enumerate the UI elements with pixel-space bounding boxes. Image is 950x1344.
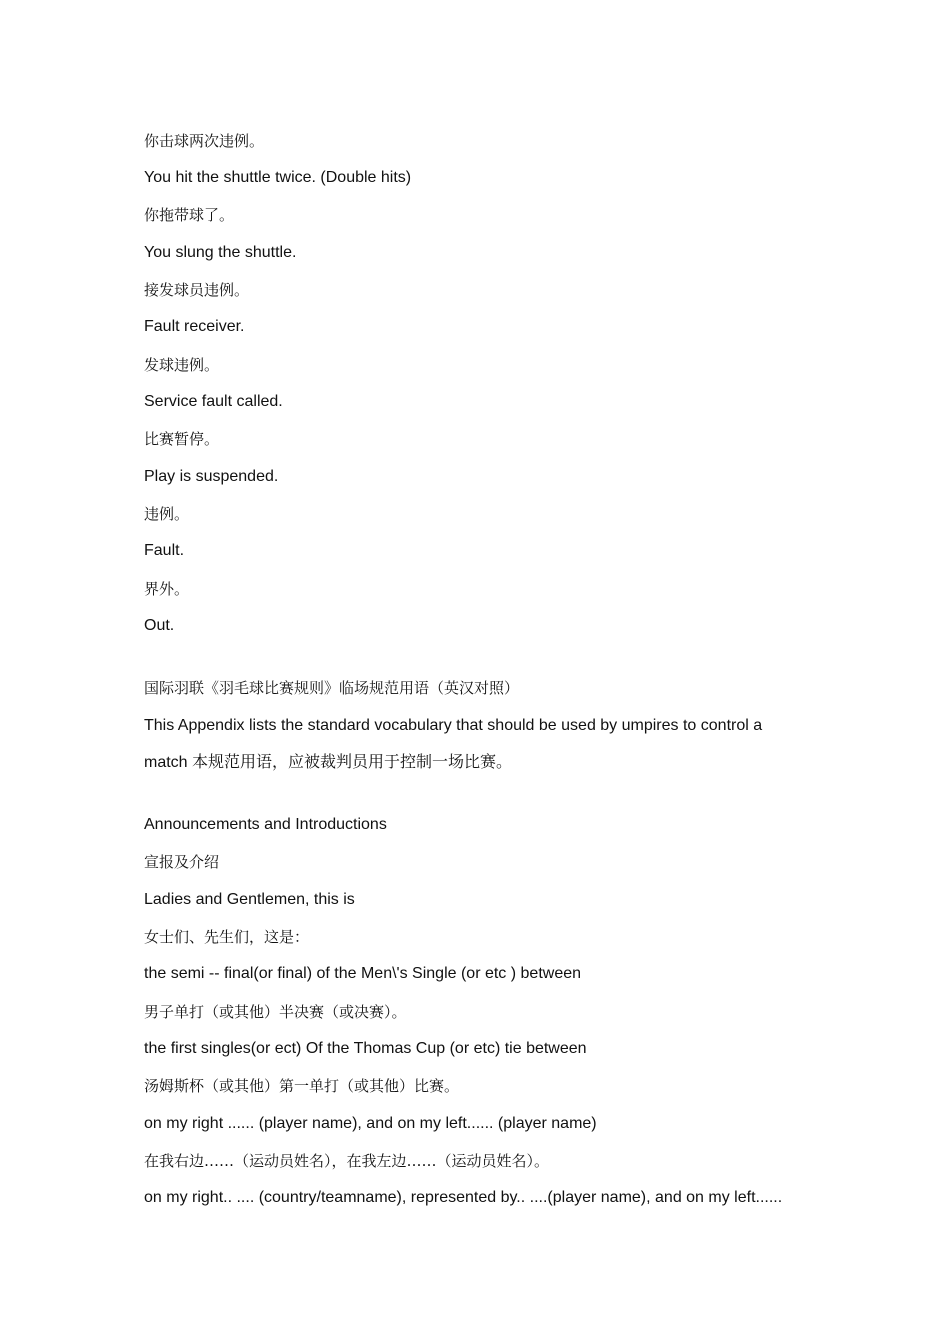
text-line: This Appendix lists the standard vocabulary that should be used by umpires to control a xyxy=(144,717,763,734)
text-line: You hit the shuttle twice. (Double hits) xyxy=(144,169,412,186)
text-line: on my right ...... (player name), and on my left...... (player name) xyxy=(144,1115,597,1132)
text-line: 比赛暂停。 xyxy=(144,430,220,448)
text-line: on my right.. .... (country/teamname), represented by.. ....(player name), and on my left...... xyxy=(144,1189,783,1206)
section-heading: Announcements and Introductions xyxy=(144,816,387,833)
text-line: 男子单打（或其他）半决赛（或决赛）。 xyxy=(144,1003,407,1021)
text-line: the first singles(or ect) Of the Thomas Cup (or etc) tie between xyxy=(144,1040,587,1057)
text-line: Out. xyxy=(144,617,175,634)
text-line: Play is suspended. xyxy=(144,468,279,485)
text-line: You slung the shuttle. xyxy=(144,244,297,261)
text-line: 宣报及介绍 xyxy=(144,853,220,871)
text-line: Ladies and Gentlemen, this is xyxy=(144,891,355,908)
text-line: 汤姆斯杯（或其他）第一单打（或其他）比赛。 xyxy=(144,1077,460,1095)
text-line: 你拖带球了。 xyxy=(144,206,235,224)
text-line: 你击球两次违例。 xyxy=(144,132,265,150)
section-heading: 国际羽联《羽毛球比赛规则》临场规范用语（英汉对照） xyxy=(144,679,520,697)
text-line: 发球违例。 xyxy=(144,356,220,374)
text-line: the semi -- final(or final) of the Men\'s Single (or etc ) between xyxy=(144,965,582,982)
text-line: Fault receiver. xyxy=(144,318,245,335)
text-line: Fault. xyxy=(144,542,185,559)
text-line: match 本规范用语，应被裁判员用于控制一场比赛。 xyxy=(144,754,513,771)
text-line: 违例。 xyxy=(144,505,190,523)
text-line: 接发球员违例。 xyxy=(144,281,250,299)
text-line: 界外。 xyxy=(144,580,190,598)
text-line: 在我右边……（运动员姓名），在我左边……（运动员姓名）。 xyxy=(144,1152,550,1170)
text-line: Service fault called. xyxy=(144,393,283,410)
text-line: 女士们、先生们，这是： xyxy=(144,928,310,946)
